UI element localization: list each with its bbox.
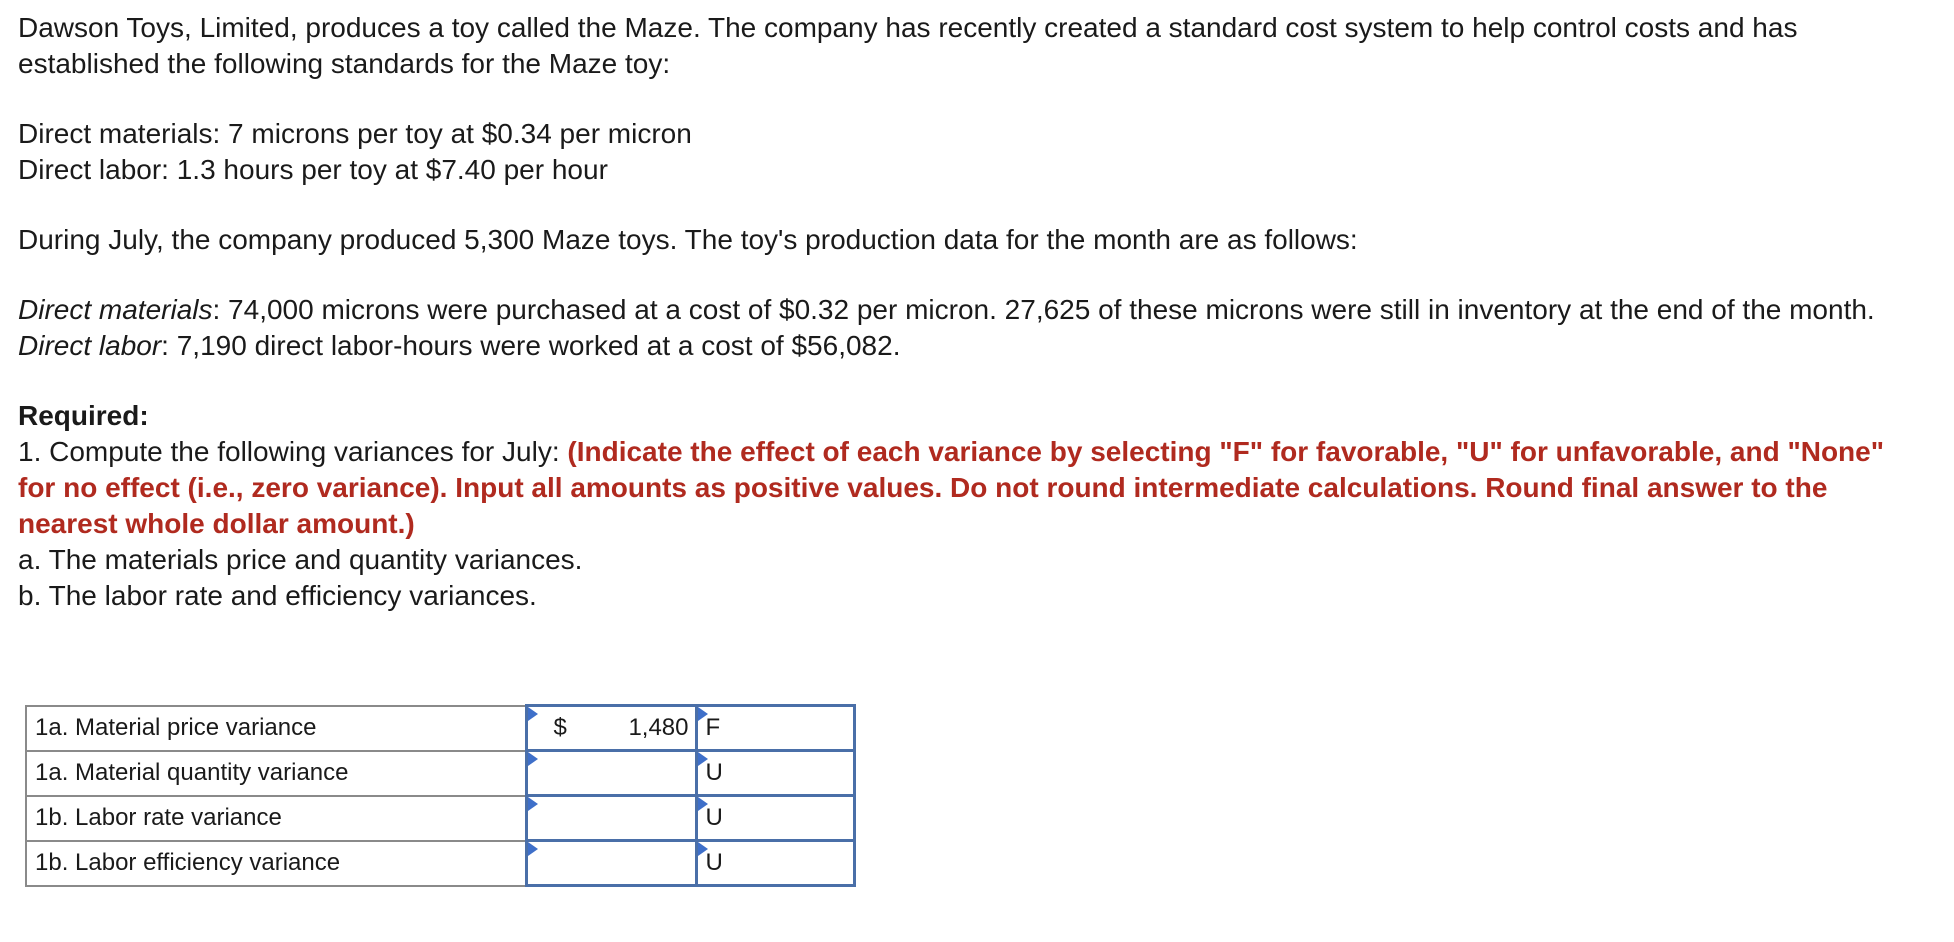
standard-labor: Direct labor: 1.3 hours per toy at $7.40 per hour: [18, 154, 608, 185]
amount-value: 1,480: [628, 714, 689, 741]
amount-input[interactable]: [526, 796, 696, 841]
flag-icon: [528, 797, 538, 811]
effect-select[interactable]: [696, 706, 854, 751]
row-label: 1a. Material quantity variance: [26, 751, 526, 796]
problem-content: [18, 10, 1928, 614]
row-label: 1b. Labor efficiency variance: [26, 841, 526, 886]
effect-select[interactable]: [696, 841, 854, 886]
labor-data: [18, 328, 1928, 364]
row-label: 1a. Material price variance: [26, 706, 526, 751]
intro-text: Dawson Toys, Limited, produces a toy called the Maze. The company has recently created a standard cost system to help control costs and has established the following standards for the Maze toy:: [18, 12, 1798, 79]
variance-answer-table: [25, 704, 856, 887]
materials-data-text: : 74,000 microns were purchased at a cost of $0.32 per micron. 27,625 of these microns were still in inventory at the end of the month.: [212, 294, 1875, 325]
flag-icon: [528, 707, 538, 721]
effect-value: U: [705, 759, 723, 786]
question-item-a: a. The materials price and quantity variances.: [18, 544, 583, 575]
table-row: [26, 706, 854, 751]
question-1-lead: 1. Compute the following variances for July:: [18, 436, 568, 467]
effect-value: F: [705, 714, 721, 741]
table-row: [26, 751, 854, 796]
amount-input[interactable]: [526, 751, 696, 796]
table-row: [26, 841, 854, 886]
effect-value: U: [705, 804, 723, 831]
row-label: 1b. Labor rate variance: [26, 796, 526, 841]
amount-input[interactable]: [526, 706, 696, 751]
materials-data: [18, 292, 1928, 328]
question-item-b: b. The labor rate and efficiency variances.: [18, 580, 537, 611]
flag-icon: [528, 752, 538, 766]
flag-icon: [528, 842, 538, 856]
currency-symbol: $: [553, 714, 567, 741]
effect-select[interactable]: [696, 751, 854, 796]
question-1: [18, 434, 1928, 542]
question-1-instruction: (Indicate the effect of each variance by selecting "F" for favorable, "U" for unfavorable, and "None" for no effect (i.e., zero variance). Input all amounts as positive values. Do not round intermediate calculations. Round final answer to the nearest whole dollar amount.): [18, 436, 1885, 539]
effect-select[interactable]: [696, 796, 854, 841]
materials-data-label: Direct materials: [18, 294, 213, 325]
amount-input[interactable]: [526, 841, 696, 886]
standard-materials: Direct materials: 7 microns per toy at $0.34 per micron: [18, 118, 692, 149]
production-intro: During July, the company produced 5,300 Maze toys. The toy's production data for the month are as follows:: [18, 224, 1358, 255]
labor-data-label: Direct labor: [18, 330, 162, 361]
table-row: [26, 796, 854, 841]
effect-value: U: [705, 849, 723, 876]
labor-data-text: : 7,190 direct labor-hours were worked at a cost of $56,082.: [161, 330, 901, 361]
required-title: Required:: [18, 400, 149, 431]
